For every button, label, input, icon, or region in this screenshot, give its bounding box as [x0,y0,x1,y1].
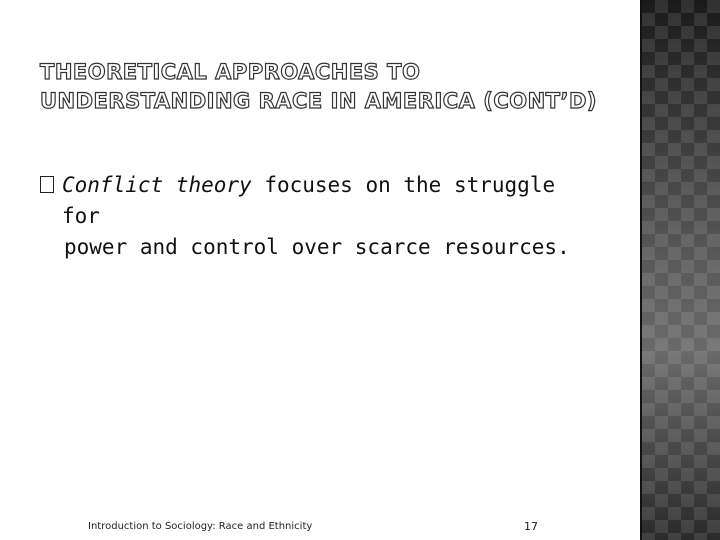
bullet-box-icon [40,176,54,193]
bullet-term-2: theory [175,173,252,197]
bullet-rest-line-2: power and control over scarce resources. [64,235,570,259]
slide-title [40,58,600,116]
slide-title-line-1: THEORETICAL APPROACHES TO [40,60,421,84]
bullet-text [62,170,600,232]
page-number: 17 [524,520,538,533]
slide-title-line-2: UNDERSTANDING RACE IN AMERICA (CONT’D) [40,89,598,113]
decorative-side-panel [642,0,720,540]
bullet-item [40,170,600,232]
bullet-rest-line-1: focuses on the struggle for [62,173,556,228]
bullet-list [40,170,600,263]
footer-text: Introduction to Sociology: Race and Ethnicity [88,521,313,532]
bullet-term: Conflict [62,173,164,197]
